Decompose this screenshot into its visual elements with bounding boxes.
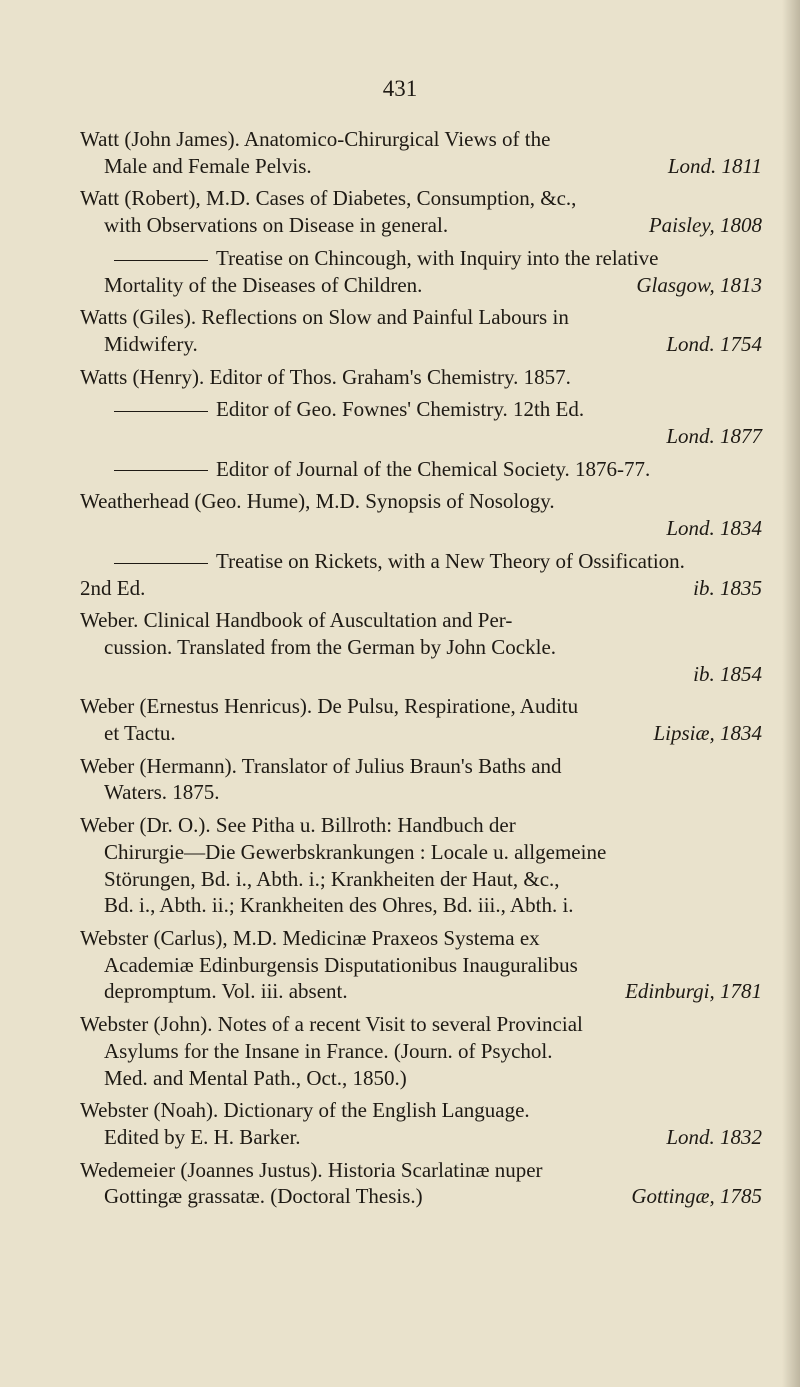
entry-line [80, 839, 762, 866]
entry-line [80, 753, 762, 780]
entry-line [80, 272, 762, 299]
entry-watt-john-james [80, 126, 762, 179]
entry-text: Asylums for the Insane in France. (Journ. of Psychol. [104, 1038, 553, 1063]
entry-text: Webster (John). Notes of a recent Visit to several Provincial [80, 1012, 583, 1037]
entry-text: et Tactu. [104, 721, 176, 746]
entry-weber-hermann [80, 753, 762, 806]
entry-line [80, 1183, 762, 1210]
entry-text: Bd. i., Abth. ii.; Krankheiten des Ohres, Bd. iii., Abth. i. [104, 893, 574, 918]
entry-line [80, 456, 762, 483]
entry-line [80, 396, 762, 423]
entry-text: Edited by E. H. Barker. [104, 1124, 301, 1149]
entry-line [80, 515, 762, 542]
entry-line [80, 661, 762, 688]
entry-imprint: Edinburgi, 1781 [625, 979, 762, 1004]
entry-text: Watt (John James). Anatomico-Chirurgical Views of the [80, 127, 551, 151]
entry-text: Weber (Ernestus Henricus). De Pulsu, Respiratione, Auditu [80, 694, 579, 719]
entry-watt-robert-treatise [80, 245, 762, 298]
entry-imprint: Paisley, 1808 [648, 213, 762, 238]
entry-line [80, 1065, 762, 1092]
ditto-dash [114, 470, 208, 471]
entry-text: Waters. 1875. [104, 780, 220, 805]
entry-text: Weber. Clinical Handbook of Auscultation and Per- [80, 608, 513, 633]
entry-line [80, 331, 762, 358]
entry-line [80, 1011, 762, 1038]
entry-line [80, 693, 762, 720]
entry-line [80, 212, 762, 239]
entry-text: Midwifery. [104, 331, 198, 356]
entry-webster-noah [80, 1097, 762, 1150]
entry-line [80, 1038, 762, 1065]
entry-line [80, 488, 762, 515]
ditto-dash [114, 411, 208, 412]
entry-text: Störungen, Bd. i., Abth. i.; Krankheiten der Haut, &c., [104, 866, 560, 891]
entry-line [80, 925, 762, 952]
entry-imprint: Lond. 1832 [666, 1124, 762, 1149]
entry-text: Editor of Geo. Fownes' Chemistry. 12th Ed. [216, 397, 585, 422]
entry-text: Watts (Giles). Reflections on Slow and Painful Labours in [80, 305, 569, 330]
entry-imprint: ib. 1835 [693, 575, 762, 600]
entry-text: Mortality of the Diseases of Children. [104, 272, 423, 297]
bibliography-list [80, 126, 762, 1216]
entry-text: Webster (Carlus), M.D. Medicinæ Praxeos Systema ex [80, 925, 540, 950]
entry-text: Gottingæ grassatæ. (Doctoral Thesis.) [104, 1184, 423, 1209]
entry-line [80, 720, 762, 747]
entry-line [80, 1157, 762, 1184]
entry-imprint: Gottingæ, 1785 [631, 1184, 762, 1209]
entry-watts-henry-fownes [80, 396, 762, 449]
entry-weatherhead [80, 488, 762, 541]
entry-text: Wedemeier (Joannes Justus). Historia Scarlatinæ nuper [80, 1157, 543, 1182]
entry-line [80, 779, 762, 806]
entry-text: 2nd Ed. [80, 575, 146, 600]
entry-line [80, 364, 762, 391]
entry-text: Academiæ Edinburgensis Disputationibus Inauguralibus [104, 952, 578, 977]
entry-watt-robert [80, 185, 762, 238]
entry-text: Watts (Henry). Editor of Thos. Graham's Chemistry. 1857. [80, 364, 571, 389]
entry-line [80, 1124, 762, 1151]
entry-line [80, 1097, 762, 1124]
entry-weber [80, 607, 762, 687]
entry-text: Webster (Noah). Dictionary of the English Language. [80, 1098, 530, 1123]
entry-line [80, 245, 762, 272]
entry-line [80, 185, 762, 212]
entry-watts-henry-journal [80, 456, 762, 483]
entry-imprint: Lond. 1811 [667, 153, 762, 178]
entry-line [80, 607, 762, 634]
entry-imprint: Lond. 1754 [666, 331, 762, 356]
entry-line [80, 304, 762, 331]
entry-line [80, 978, 762, 1005]
entry-webster-carlus [80, 925, 762, 1005]
entry-imprint: ib. 1854 [693, 661, 762, 686]
page-number: 431 [382, 76, 418, 101]
entry-wedemeier [80, 1157, 762, 1210]
entry-text: depromptum. Vol. iii. absent. [104, 979, 348, 1004]
entry-text: Med. and Mental Path., Oct., 1850.) [104, 1065, 407, 1090]
entry-line [80, 153, 762, 180]
entry-watts-henry [80, 364, 762, 391]
entry-text: Treatise on Chincough, with Inquiry into the relative [216, 245, 659, 270]
ditto-dash [114, 563, 208, 564]
entry-imprint: Lond. 1877 [666, 424, 762, 449]
entry-imprint: Glasgow, 1813 [636, 272, 762, 297]
entry-line [80, 952, 762, 979]
entry-line [80, 812, 762, 839]
entry-watts-giles [80, 304, 762, 357]
entry-webster-john [80, 1011, 762, 1091]
entry-imprint: Lond. 1834 [666, 516, 762, 541]
entry-weber-ernestus [80, 693, 762, 746]
entry-text: Weatherhead (Geo. Hume), M.D. Synopsis of Nosology. [80, 489, 555, 514]
entry-line [80, 575, 762, 602]
entry-text: cussion. Translated from the German by John Cockle. [104, 634, 557, 659]
entry-text: Male and Female Pelvis. [104, 153, 312, 178]
entry-imprint: Lipsiæ, 1834 [653, 721, 762, 746]
entry-text: Weber (Dr. O.). See Pitha u. Billroth: Handbuch der [80, 813, 516, 838]
entry-line [80, 548, 762, 575]
entry-text: Treatise on Rickets, with a New Theory of Ossification. [216, 548, 685, 573]
entry-weatherhead-rickets [80, 548, 762, 601]
entry-text: Weber (Hermann). Translator of Julius Braun's Baths and [80, 753, 562, 778]
entry-line [80, 892, 762, 919]
entry-line [80, 423, 762, 450]
entry-text: Editor of Journal of the Chemical Society. 1876-77. [216, 456, 651, 481]
entry-text: with Observations on Disease in general. [104, 213, 449, 238]
entry-text: Watt (Robert), M.D. Cases of Diabetes, Consumption, &c., [80, 186, 577, 211]
ditto-dash [114, 260, 208, 261]
page-edge-shadow [782, 0, 800, 1387]
entry-line [80, 866, 762, 893]
entry-weber-o [80, 812, 762, 919]
entry-line [80, 126, 762, 153]
entry-text: Chirurgie—Die Gewerbskrankungen : Locale u. allgemeine [104, 839, 607, 864]
entry-line [80, 634, 762, 661]
